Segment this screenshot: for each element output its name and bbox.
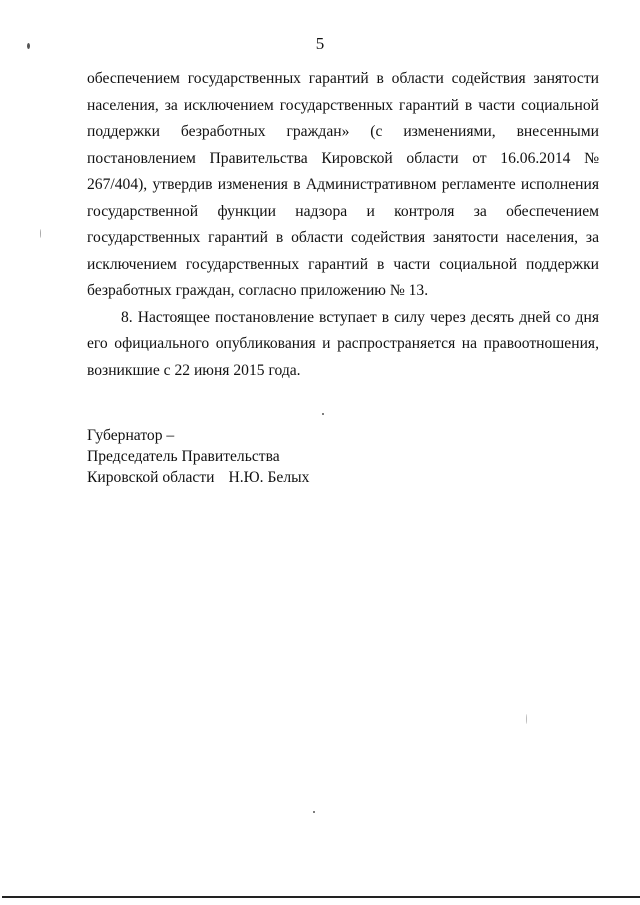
document-body [87,66,599,384]
scan-speck [322,413,324,415]
signature-title-line-2: Председатель Правительства [87,448,280,465]
signatory-name: Н.Ю. Белых [228,469,310,486]
scan-speck [27,43,30,49]
paragraph-item-8: 8. Настоящее постановление вступает в силу через десять дней со дня его официального опубликования и распространяется на правоотношения, возникшие с 22 июня 2015 года. [87,308,599,379]
signature-block [87,425,309,488]
page-number: 5 [315,34,325,53]
scan-speck [526,714,527,724]
scan-speck [313,811,315,813]
scan-speck [40,229,41,238]
signature-title-line-1: Губернатор – [87,427,175,444]
signature-title-line-3 [87,467,309,488]
paragraph-continuation: обеспечением государственных гарантий в области содействия занятости населения, за исключением государственных гарантий в части социальной поддержки безработных граждан» (с изменениями, внесенными постановлением Правительства Кировской области от 16.06.2014 № 267/404), утвердив изменения в Административном регламенте исполнения государственной функции надзора и контроля за обеспечением государственных гарантий в области содействия занятости населения, за исключением государственных гарантий в части социальной поддержки безработных граждан, согласно приложению № 13. [87,70,599,299]
scan-bottom-edge [2,896,640,898]
signature-region: Кировской области [87,469,215,486]
